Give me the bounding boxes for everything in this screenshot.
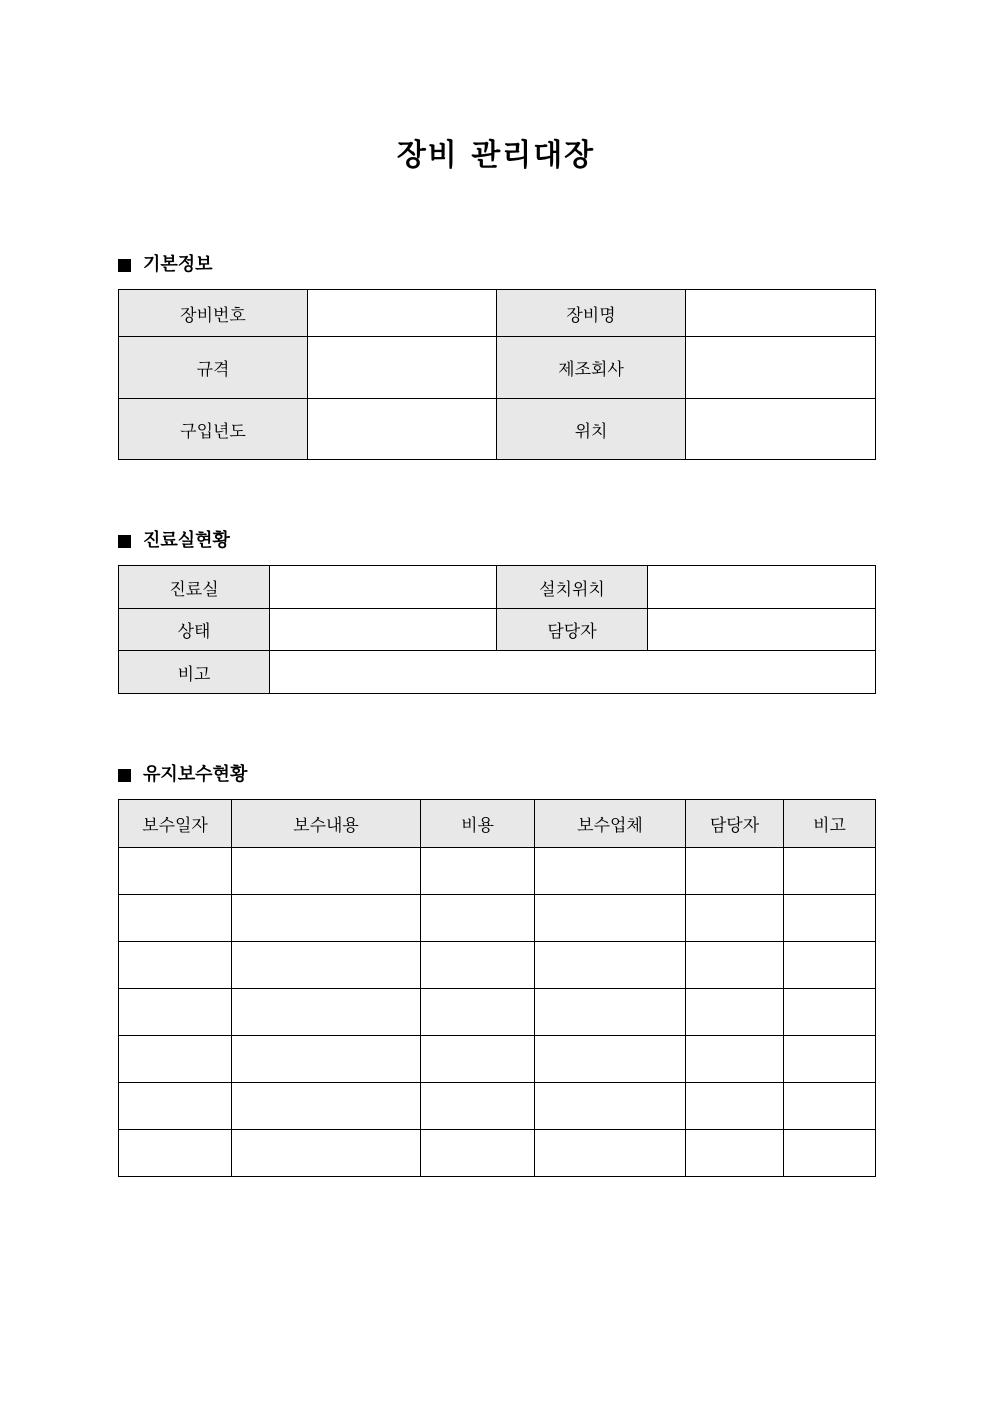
table-header-row — [119, 800, 876, 848]
column-header-remarks: 비고 — [784, 800, 876, 848]
remarks-cell[interactable] — [784, 895, 876, 942]
manager-cell[interactable] — [686, 1130, 784, 1177]
repair-company-cell[interactable] — [535, 989, 686, 1036]
install-location-field[interactable] — [648, 566, 876, 609]
condition-label: 상태 — [119, 609, 270, 651]
remarks-cell[interactable] — [784, 1036, 876, 1083]
repair-company-cell[interactable] — [535, 1130, 686, 1177]
table-row — [119, 895, 876, 942]
location-label: 위치 — [497, 399, 686, 460]
remarks-cell[interactable] — [784, 1130, 876, 1177]
repair-details-cell[interactable] — [232, 989, 421, 1036]
document-title: 장비 관리대장 — [396, 138, 596, 173]
repair-company-cell[interactable] — [535, 1083, 686, 1130]
remarks-cell[interactable] — [784, 848, 876, 895]
column-header-cost: 비용 — [421, 800, 535, 848]
table-row — [119, 399, 876, 460]
repair-details-cell[interactable] — [232, 1083, 421, 1130]
table-row — [119, 290, 876, 337]
manager-cell[interactable] — [686, 895, 784, 942]
cost-cell[interactable] — [421, 989, 535, 1036]
condition-field[interactable] — [270, 609, 497, 651]
column-header-repair-details: 보수내용 — [232, 800, 421, 848]
table-row — [119, 1036, 876, 1083]
clinic-room-label: 진료실 — [119, 566, 270, 609]
repair-details-cell[interactable] — [232, 1036, 421, 1083]
table-row — [119, 337, 876, 399]
specification-field[interactable] — [308, 337, 497, 399]
manufacturer-label: 제조회사 — [497, 337, 686, 399]
cost-cell[interactable] — [421, 1130, 535, 1177]
equipment-name-label: 장비명 — [497, 290, 686, 337]
repair-date-cell[interactable] — [119, 848, 232, 895]
manager-field[interactable] — [648, 609, 876, 651]
clinic-room-field[interactable] — [270, 566, 497, 609]
equipment-number-label: 장비번호 — [119, 290, 308, 337]
repair-details-cell[interactable] — [232, 1130, 421, 1177]
specification-label: 규격 — [119, 337, 308, 399]
maintenance-heading-text: 유지보수현황 — [143, 764, 248, 785]
purchase-year-field[interactable] — [308, 399, 497, 460]
cost-cell[interactable] — [421, 942, 535, 989]
remarks-cell[interactable] — [784, 1083, 876, 1130]
square-bullet-icon — [118, 769, 131, 782]
basic-info-heading — [118, 253, 213, 277]
basic-info-heading-text: 기본정보 — [143, 254, 213, 275]
cost-cell[interactable] — [421, 848, 535, 895]
table-row — [119, 609, 876, 651]
remarks-cell[interactable] — [784, 989, 876, 1036]
manager-label: 담당자 — [497, 609, 648, 651]
square-bullet-icon — [118, 535, 131, 548]
clinic-status-heading — [118, 529, 230, 553]
repair-company-cell[interactable] — [535, 942, 686, 989]
repair-details-cell[interactable] — [232, 895, 421, 942]
cost-cell[interactable] — [421, 895, 535, 942]
repair-date-cell[interactable] — [119, 989, 232, 1036]
table-row — [119, 1083, 876, 1130]
repair-details-cell[interactable] — [232, 942, 421, 989]
column-header-repair-date: 보수일자 — [119, 800, 232, 848]
repair-date-cell[interactable] — [119, 942, 232, 989]
repair-company-cell[interactable] — [535, 1036, 686, 1083]
square-bullet-icon — [118, 259, 131, 272]
manager-cell[interactable] — [686, 989, 784, 1036]
cost-cell[interactable] — [421, 1083, 535, 1130]
equipment-name-field[interactable] — [686, 290, 876, 337]
basic-info-table — [118, 289, 876, 460]
repair-date-cell[interactable] — [119, 895, 232, 942]
manager-cell[interactable] — [686, 1036, 784, 1083]
column-header-manager: 담당자 — [686, 800, 784, 848]
repair-company-cell[interactable] — [535, 848, 686, 895]
cost-cell[interactable] — [421, 1036, 535, 1083]
maintenance-table — [118, 799, 876, 1177]
install-location-label: 설치위치 — [497, 566, 648, 609]
manager-cell[interactable] — [686, 848, 784, 895]
manager-cell[interactable] — [686, 1083, 784, 1130]
clinic-status-table — [118, 565, 876, 694]
location-field[interactable] — [686, 399, 876, 460]
manager-cell[interactable] — [686, 942, 784, 989]
repair-company-cell[interactable] — [535, 895, 686, 942]
clinic-status-heading-text: 진료실현황 — [143, 530, 230, 551]
table-row — [119, 989, 876, 1036]
column-header-repair-company: 보수업체 — [535, 800, 686, 848]
table-row — [119, 1130, 876, 1177]
purchase-year-label: 구입년도 — [119, 399, 308, 460]
equipment-number-field[interactable] — [308, 290, 497, 337]
table-row — [119, 848, 876, 895]
table-row — [119, 942, 876, 989]
repair-details-cell[interactable] — [232, 848, 421, 895]
repair-date-cell[interactable] — [119, 1130, 232, 1177]
repair-date-cell[interactable] — [119, 1036, 232, 1083]
remarks-field[interactable] — [270, 651, 876, 694]
manufacturer-field[interactable] — [686, 337, 876, 399]
table-row — [119, 566, 876, 609]
repair-date-cell[interactable] — [119, 1083, 232, 1130]
remarks-label: 비고 — [119, 651, 270, 694]
table-row — [119, 651, 876, 694]
maintenance-heading — [118, 763, 247, 787]
remarks-cell[interactable] — [784, 942, 876, 989]
